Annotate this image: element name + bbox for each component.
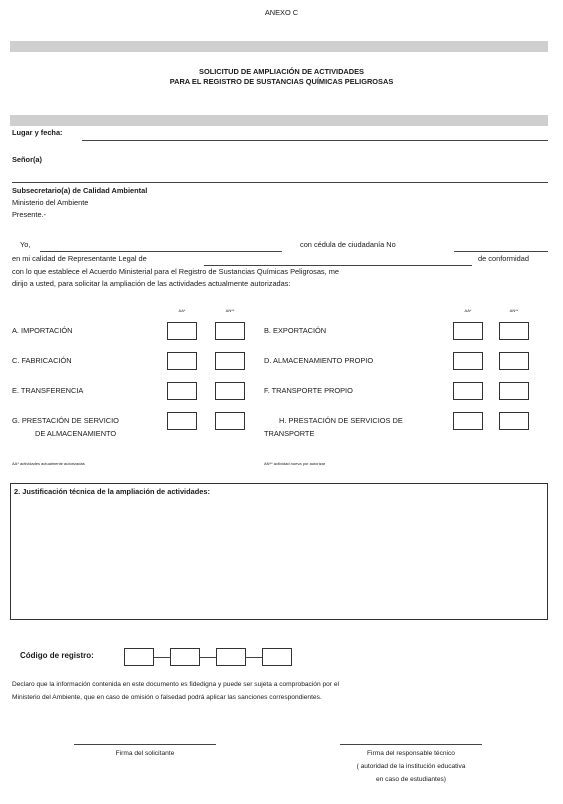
addressee-line3: Presente.- xyxy=(12,210,47,219)
fabricacion-aa-box[interactable] xyxy=(167,352,197,370)
activity-importacion: A. IMPORTACIÓN xyxy=(12,326,73,335)
addressee-line2: Ministerio del Ambiente xyxy=(12,198,89,207)
activity-exportacion: B. EXPORTACIÓN xyxy=(264,326,327,335)
body-line4: dirijo a usted, para solicitar la ampliación de las actividades actualmente autorizadas: xyxy=(12,279,291,288)
almacenamiento-propio-aa-box[interactable] xyxy=(453,352,483,370)
body-line2-start: en mi calidad de Representante Legal de xyxy=(12,254,147,263)
registry-code-dash-3 xyxy=(246,657,262,658)
applicant-signature-line[interactable] xyxy=(74,744,216,745)
form-title-line2: PARA EL REGISTRO DE SUSTANCIAS QUÍMICAS PELIGROSAS xyxy=(169,77,394,86)
addressee-field[interactable] xyxy=(12,182,548,183)
registry-code-box-3[interactable] xyxy=(216,648,246,666)
almacenamiento-propio-an-box[interactable] xyxy=(499,352,529,370)
footnote-an: AN** actividad nueva por autorizar xyxy=(264,461,326,466)
transferencia-an-box[interactable] xyxy=(215,382,245,400)
registry-code-dash-1 xyxy=(154,657,170,658)
importacion-aa-box[interactable] xyxy=(167,322,197,340)
activity-transferencia: E. TRANSFERENCIA xyxy=(12,386,84,395)
activity-transporte-propio: F. TRANSPORTE PROPIO xyxy=(264,386,353,395)
col-header-aa-left: AA* xyxy=(178,308,186,313)
addressee-line1: Subsecretario(a) de Calidad Ambiental xyxy=(12,186,148,195)
declaration-line2: Ministerio del Ambiente, que en caso de omisión o falsedad podrá aplicar las sanciones correspondientes. xyxy=(12,694,322,701)
footnote-aa: AA* actividades actualmente autorizadas xyxy=(12,461,85,466)
activity-fabricacion: C. FABRICACIÓN xyxy=(12,356,72,365)
cedula-field[interactable] xyxy=(454,251,548,252)
justification-label: 2. Justificación técnica de la ampliación de actividades: xyxy=(14,487,210,496)
registry-code-box-2[interactable] xyxy=(170,648,200,666)
activity-servicio-transporte-cont: TRANSPORTE xyxy=(264,429,315,438)
activity-almacenamiento-propio: D. ALMACENAMIENTO PROPIO xyxy=(264,356,374,365)
section-band xyxy=(10,115,548,126)
col-header-aa-right: AA* xyxy=(464,308,472,313)
technical-signature-note2: en caso de estudiantes) xyxy=(375,776,446,783)
technical-signature-note1: ( autoridad de la institución educativa xyxy=(356,763,466,770)
servicio-transporte-an-box[interactable] xyxy=(499,412,529,430)
registry-code-box-4[interactable] xyxy=(262,648,292,666)
place-date-field[interactable] xyxy=(82,140,548,141)
cedula-label: con cédula de ciudadanía No xyxy=(300,240,396,249)
activity-servicio-almacenamiento: G. PRESTACIÓN DE SERVICIO xyxy=(12,416,119,425)
header-band xyxy=(10,41,548,52)
servicio-almacenamiento-an-box[interactable] xyxy=(215,412,245,430)
body-line2-end: de conformidad xyxy=(478,254,529,263)
registry-code-dash-2 xyxy=(200,657,216,658)
transferencia-aa-box[interactable] xyxy=(167,382,197,400)
exportacion-an-box[interactable] xyxy=(499,322,529,340)
registry-code-box-1[interactable] xyxy=(124,648,154,666)
declaration-line1: Declaro que la información contenida en este documento es fidedigna y puede ser sujeta a comprobación por el xyxy=(12,681,339,688)
servicio-almacenamiento-aa-box[interactable] xyxy=(167,412,197,430)
col-header-an-right: AN** xyxy=(509,308,519,313)
registry-code-label: Código de registro: xyxy=(20,651,94,660)
body-line3: con lo que establece el Acuerdo Ministerial para el Registro de Sustancias Químicas Peligrosas, me xyxy=(12,267,339,276)
transporte-propio-an-box[interactable] xyxy=(499,382,529,400)
applicant-signature-label: Firma del solicitante xyxy=(115,750,175,757)
activity-servicio-transporte: H. PRESTACIÓN DE SERVICIOS DE xyxy=(279,416,403,425)
form-title-line1: SOLICITUD DE AMPLIACIÓN DE ACTIVIDADES xyxy=(199,67,364,76)
transporte-propio-aa-box[interactable] xyxy=(453,382,483,400)
justification-box[interactable] xyxy=(10,483,548,620)
fabricacion-an-box[interactable] xyxy=(215,352,245,370)
servicio-transporte-aa-box[interactable] xyxy=(453,412,483,430)
yo-label: Yo, xyxy=(20,240,31,249)
importacion-an-box[interactable] xyxy=(215,322,245,340)
sir-label: Señor(a) xyxy=(12,155,42,164)
company-field[interactable] xyxy=(204,265,472,266)
activity-servicio-almacenamiento-cont: DE ALMACENAMIENTO xyxy=(35,429,117,438)
annex-label: ANEXO C xyxy=(264,8,299,17)
technical-signature-label: Firma del responsable técnico xyxy=(367,750,455,757)
name-field[interactable] xyxy=(40,251,282,252)
col-header-an-left: AN** xyxy=(225,308,235,313)
technical-signature-line[interactable] xyxy=(340,744,482,745)
place-date-label: Lugar y fecha: xyxy=(12,128,63,137)
exportacion-aa-box[interactable] xyxy=(453,322,483,340)
